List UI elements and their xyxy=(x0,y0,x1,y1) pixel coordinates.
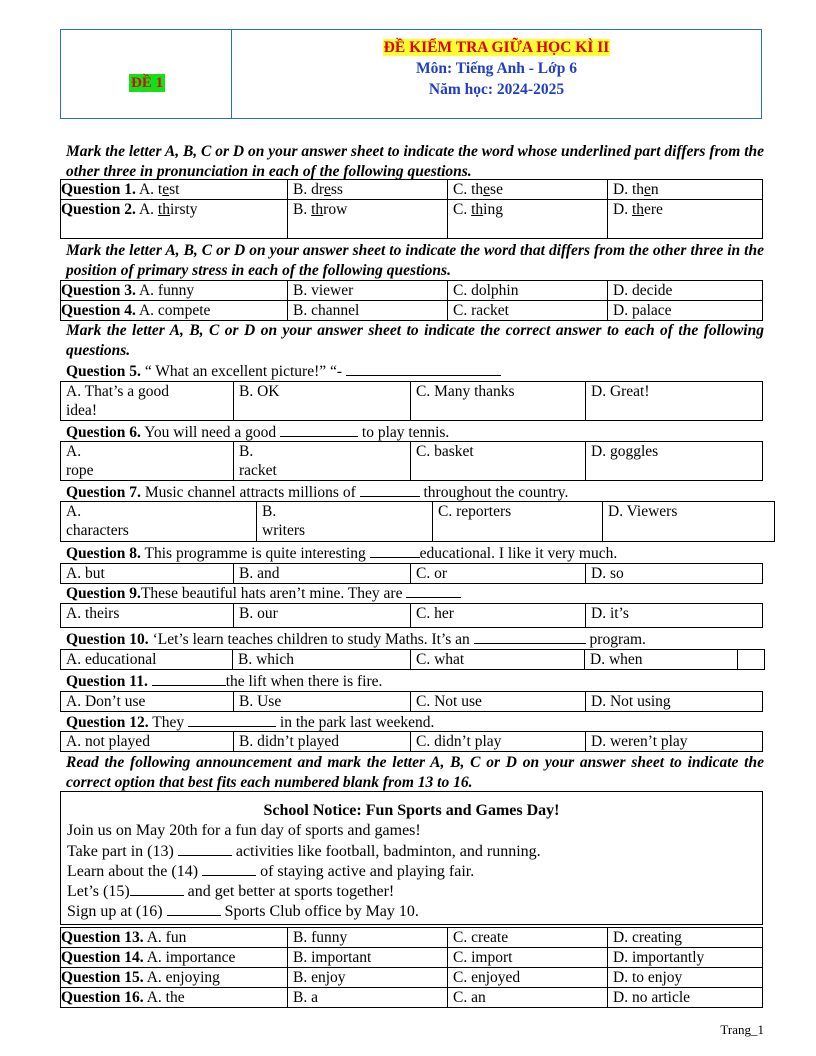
option-c: C. these xyxy=(448,180,608,200)
option-b: B. dress xyxy=(288,180,448,200)
section-instruction-pronunciation: Mark the letter A, B, C or D on your answer sheet to indicate the word whose underlined part differs from the other three in pronunciation in each of the following questions. xyxy=(66,143,764,180)
question-8-stem: Question 8. This programme is quite interesting educational. I like it very much. xyxy=(66,545,618,562)
option-b: B. throw xyxy=(288,200,448,239)
answer-table-q9: A. theirs B. our C. her D. it’s xyxy=(60,603,763,628)
answer-table-q5: A. That’s a good idea! B. OK C. Many thanks D. Great! xyxy=(60,381,763,421)
section-instruction-stress: Mark the letter A, B, C or D on your answer sheet to indicate the word that differs from the other three in the position of primary stress in each of the following questions. xyxy=(66,242,764,279)
notice-line: Let’s (15) and get better at sports together! xyxy=(67,883,395,900)
question-5-stem: Question 5. “ What an excellent picture!” “- xyxy=(66,361,501,382)
notice-line: Learn about the (14) of staying active and playing fair. xyxy=(67,863,475,880)
page-number: Trang_1 xyxy=(720,1022,764,1037)
question-10-stem: Question 10. ‘Let’s learn teaches children to study Maths. It’s an program. xyxy=(66,631,646,648)
answer-table-q13-q16: Question 13. A. fun B. funny C. create D. creating Question 14. A. importance B. important C. import D. importantly Question 15. A. enjoying B. enjoy C. enjoyed D. to enjoy Question 16. A. the B. a C. an D. no article xyxy=(60,927,763,1008)
exam-subject: Môn: Tiếng Anh - Lớp 6 xyxy=(416,60,577,77)
option-d: D. decide xyxy=(608,281,763,301)
exam-header xyxy=(60,29,762,119)
question-11-stem: Question 11. the lift when there is fire. xyxy=(66,673,383,690)
option-d: D. there xyxy=(608,200,763,239)
option-c: C. thing xyxy=(448,200,608,239)
exam-year: Năm học: 2024-2025 xyxy=(428,81,565,98)
notice-line: Take part in (13) activities like football, badminton, and running. xyxy=(67,843,541,860)
school-notice-box xyxy=(60,791,763,925)
answer-table-q12: A. not played B. didn’t played C. didn’t play D. weren’t play xyxy=(60,731,763,752)
option-c: C. dolphin xyxy=(448,281,608,301)
option-b: B. viewer xyxy=(288,281,448,301)
answer-table-q7: A. characters B. writers C. reporters D. Viewers xyxy=(60,501,775,542)
question-label: Question 2. xyxy=(61,201,136,218)
section-instruction-mcq: Mark the letter A, B, C or D on your answer sheet to indicate the correct answer to each of the following questions. xyxy=(66,322,764,359)
option-c: C. racket xyxy=(448,301,608,321)
notice-line: Sign up at (16) Sports Club office by May 10. xyxy=(67,903,419,920)
exam-title-block xyxy=(232,37,761,100)
exam-title: ĐỀ KIỂM TRA GIỮA HỌC KÌ II xyxy=(383,39,610,56)
option-b: B. channel xyxy=(288,301,448,321)
exam-code-badge: ĐỀ 1 xyxy=(131,75,164,91)
section-instruction-reading: Read the following announcement and mark the letter A, B, C or D on your answer sheet to indicate the correct option that best fits each numbered blank from 13 to 16. xyxy=(66,754,764,791)
question-row: Question 3. A. funny B. viewer C. dolphin D. decide xyxy=(61,281,763,301)
question-12-stem: Question 12. They in the park last weekend. xyxy=(66,714,435,731)
question-row: Question 2. A. thirsty B. throw C. thing D. there xyxy=(61,200,763,239)
answer-table-q3-q4 xyxy=(60,280,763,321)
answer-table-q8: A. but B. and C. or D. so xyxy=(60,563,763,584)
notice-line: Join us on May 20th for a fun day of sports and games! xyxy=(67,822,421,839)
question-row: Question 4. A. compete B. channel C. racket D. palace xyxy=(61,301,763,321)
answer-table-q10: A. educational B. which C. what D. when xyxy=(60,649,765,670)
answer-table-q1-q2 xyxy=(60,179,763,239)
option-d: D. palace xyxy=(608,301,763,321)
notice-title: School Notice: Fun Sports and Games Day! xyxy=(263,802,560,819)
answer-table-q6: A. rope B. racket C. basket D. goggles xyxy=(60,441,763,481)
answer-table-q11: A. Don’t use B. Use C. Not use D. Not using xyxy=(60,691,763,712)
question-row: Question 1. A. test B. dress C. these D. then xyxy=(61,180,763,200)
question-label: Question 1. xyxy=(61,181,136,198)
question-6-stem: Question 6. You will need a good to play tennis. xyxy=(66,424,450,441)
option-d: D. then xyxy=(608,180,763,200)
question-9-stem: Question 9.These beautiful hats aren’t mine. They are xyxy=(66,583,461,604)
question-7-stem: Question 7. Music channel attracts millions of throughout the country. xyxy=(66,484,569,501)
